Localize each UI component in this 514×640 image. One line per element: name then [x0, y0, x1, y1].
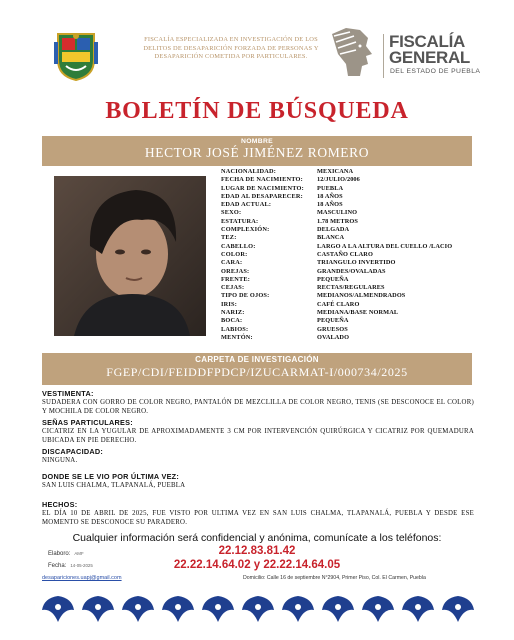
- attribute-label: BOCA:: [221, 317, 243, 325]
- last-seen-section: [42, 472, 474, 490]
- attribute-row: [221, 259, 471, 267]
- attribute-label: COLOR:: [221, 250, 248, 258]
- name-band: [42, 136, 472, 166]
- attribute-label: EDAD ACTUAL:: [221, 201, 272, 209]
- attribute-row: [221, 226, 471, 234]
- attribute-row: [221, 326, 471, 334]
- missing-person-photo: [54, 176, 206, 336]
- attribute-value: MEDIANA/BASE NORMAL: [317, 309, 399, 317]
- disability-text: NINGUNA.: [42, 457, 78, 464]
- bulletin-title: BOLETÍN DE BÚSQUEDA: [105, 98, 409, 124]
- attribute-row: [221, 193, 471, 201]
- attribute-value: BLANCA: [317, 234, 345, 242]
- attribute-row: [221, 276, 471, 284]
- ornament-tile: [402, 596, 434, 622]
- attribute-label: SEXO:: [221, 209, 242, 217]
- attribute-value: PEQUEÑA: [317, 317, 349, 325]
- case-label: CARPETA DE INVESTIGACIÓN: [195, 355, 319, 364]
- attribute-label: COMPLEXIÓN:: [221, 226, 270, 234]
- ornament-tile: [202, 596, 234, 622]
- last-seen-heading: DONDE SE LE VIO POR ÚLTIMA VEZ:: [42, 472, 180, 481]
- marks-text: CICATRIZ EN LA YUGULAR DE APROXIMADAMENTE 3 CM POR INTERVENCIÓN QUIRÚRGICA Y CICATRIZ POR QUEMADURA UBICADA EN PIE DERECHO.: [42, 428, 474, 444]
- attribute-label: TIPO DE OJOS:: [221, 292, 270, 300]
- contact-email-link[interactable]: desapariciones.uapj@gmail.com: [42, 575, 122, 581]
- attribute-label: ESTATURA:: [221, 217, 259, 225]
- attribute-value: GRUESOS: [317, 325, 348, 333]
- last-seen-text: SAN LUIS CHALMA, TLAPANALÁ, PUEBLA: [42, 482, 186, 489]
- attribute-row: [221, 268, 471, 276]
- attribute-row: [221, 201, 471, 209]
- attribute-row: [221, 292, 471, 300]
- attribute-label: CARA:: [221, 259, 243, 267]
- attribute-row: [221, 334, 471, 342]
- marks-section: [42, 418, 474, 445]
- office-address: Domicilio: Calle 16 de septiembre N°2904, Primer Piso, Col. El Carmen, Puebla: [243, 575, 426, 581]
- attribute-label: LUGAR DE NACIMIENTO:: [221, 184, 304, 192]
- attribute-label: FRENTE:: [221, 275, 251, 283]
- attribute-value: PEQUEÑA: [317, 275, 349, 283]
- ornament-tile: [122, 596, 154, 622]
- attribute-label: OREJAS:: [221, 267, 250, 275]
- signature-block: [48, 548, 93, 572]
- attribute-value: CAFÉ CLARO: [317, 300, 360, 308]
- attribute-value: MEXICANA: [317, 168, 354, 175]
- search-bulletin: [8, 8, 506, 634]
- made-by-value: AMF: [74, 551, 84, 556]
- phone-primary: 22.12.83.81.42: [218, 545, 296, 557]
- ornament-tile: [42, 596, 74, 622]
- attribute-label: TEZ:: [221, 234, 237, 242]
- fiscalia-brand: [389, 34, 470, 66]
- attribute-value: DELGADA: [317, 226, 350, 234]
- attribute-value: GRANDES/OVALADAS: [317, 267, 386, 275]
- brand-subtitle: DEL ESTADO DE PUEBLA: [390, 68, 481, 75]
- attribute-value: OVALADO: [317, 333, 350, 341]
- attribute-label: LABIOS:: [221, 325, 249, 333]
- facts-heading: HECHOS:: [42, 500, 78, 509]
- clothing-text: SUDADERA CON GORRO DE COLOR NEGRO, PANTALÓN DE MEZCLILLA DE COLOR NEGRO, TENIS (SE DESCONOCE EL COLOR) Y MOCHILA DE COLOR NEGRO.: [42, 399, 474, 415]
- attribute-value: CASTAÑO CLARO: [317, 250, 373, 258]
- person-name: HECTOR JOSÉ JIMÉNEZ ROMERO: [144, 145, 370, 160]
- attribute-value: 12/JULIO/2006: [317, 176, 360, 184]
- disability-heading: DISCAPACIDAD:: [42, 447, 104, 456]
- ornament-tile: [282, 596, 314, 622]
- attribute-row: [221, 243, 471, 251]
- marks-heading: SEÑAS PARTICULARES:: [42, 418, 133, 427]
- logo-divider: [383, 34, 384, 78]
- attribute-value: MEDIANOS/ALMENDRADOS: [317, 292, 406, 300]
- attribute-label: NARIZ:: [221, 309, 245, 317]
- attribute-value: MASCULINO: [317, 209, 358, 217]
- date-value: 14-05-2025: [70, 563, 93, 568]
- brand-line-2: GENERAL: [389, 48, 471, 67]
- brand-line-1: FISCALÍA: [389, 32, 465, 51]
- phone-secondary: 22.22.14.64.02 y 22.22.14.64.05: [173, 559, 341, 571]
- clothing-section: [42, 389, 474, 416]
- attribute-row: [221, 209, 471, 217]
- attribute-list: [221, 168, 471, 342]
- disability-section: [42, 447, 474, 465]
- attribute-row: [221, 251, 471, 259]
- attribute-value: 18 AÑOS: [317, 192, 343, 200]
- ornament-tile: [362, 596, 394, 622]
- attribute-label: FECHA DE NACIMIENTO:: [221, 176, 303, 184]
- attribute-row: [221, 317, 471, 325]
- attribute-label: EDAD AL DESAPARECER:: [221, 192, 303, 200]
- attribute-row: [221, 185, 471, 193]
- attribute-value: LARGO A LA ALTURA DEL CUELLO /LACIO: [317, 242, 453, 250]
- made-by-row: [48, 548, 93, 560]
- attribute-value: RECTAS/REGULARES: [317, 284, 385, 292]
- unit-name: FISCALÍA ESPECIALIZADA EN INVESTIGACIÓN DE LOS DELITOS DE DESAPARICIÓN FORZADA DE PERSONAS Y DESAPARICIÓN COMETIDA POR PARTICULARES.: [143, 36, 319, 61]
- date-row: [48, 560, 93, 572]
- attribute-label: MENTÓN:: [221, 333, 253, 341]
- attribute-label: IRIS:: [221, 300, 238, 308]
- case-number: FGEP/CDI/FEIDDFPDCP/IZUCARMAT-I/000734/2025: [106, 365, 408, 379]
- attribute-label: CEJAS:: [221, 284, 245, 292]
- ornament-tile: [322, 596, 354, 622]
- attribute-value: 18 AÑOS: [317, 201, 343, 209]
- attribute-row: [221, 284, 471, 292]
- facts-text: EL DÍA 10 DE ABRIL DE 2025, FUE VISTO POR ULTIMA VEZ EN SAN LUIS CHALMA, TLAPANALÁ, PUEBLA Y DESDE ESE MOMENTO SE DESCONOCE SU PARADERO.: [42, 510, 474, 526]
- attribute-value: TRIANGULO INVERTIDO: [317, 259, 396, 267]
- contact-text: Cualquier información será confidencial y anónima, comunícate a los teléfonos:: [72, 532, 442, 544]
- attribute-label: NACIONALIDAD:: [221, 168, 277, 175]
- ornament-tile: [82, 596, 114, 622]
- attribute-row: [221, 168, 471, 176]
- attribute-row: [221, 301, 471, 309]
- fiscalia-logo-icon: [326, 24, 378, 80]
- facts-section: [42, 500, 474, 527]
- ornament-tile: [442, 596, 474, 622]
- ornament-tile: [162, 596, 194, 622]
- talavera-ornament-border: [38, 592, 478, 626]
- date-label: Fecha:: [48, 563, 67, 569]
- attribute-value: PUEBLA: [317, 184, 344, 192]
- attribute-row: [221, 218, 471, 226]
- case-band: [42, 353, 472, 385]
- attribute-row: [221, 234, 471, 242]
- attribute-value: 1.78 METROS: [317, 217, 358, 225]
- made-by-label: Elaboro:: [48, 551, 71, 557]
- ornament-tile: [242, 596, 274, 622]
- attribute-label: CABELLO:: [221, 242, 256, 250]
- attribute-row: [221, 176, 471, 184]
- state-seal-icon: [54, 30, 98, 82]
- clothing-heading: VESTIMENTA:: [42, 389, 94, 398]
- name-label: NOMBRE: [240, 138, 273, 145]
